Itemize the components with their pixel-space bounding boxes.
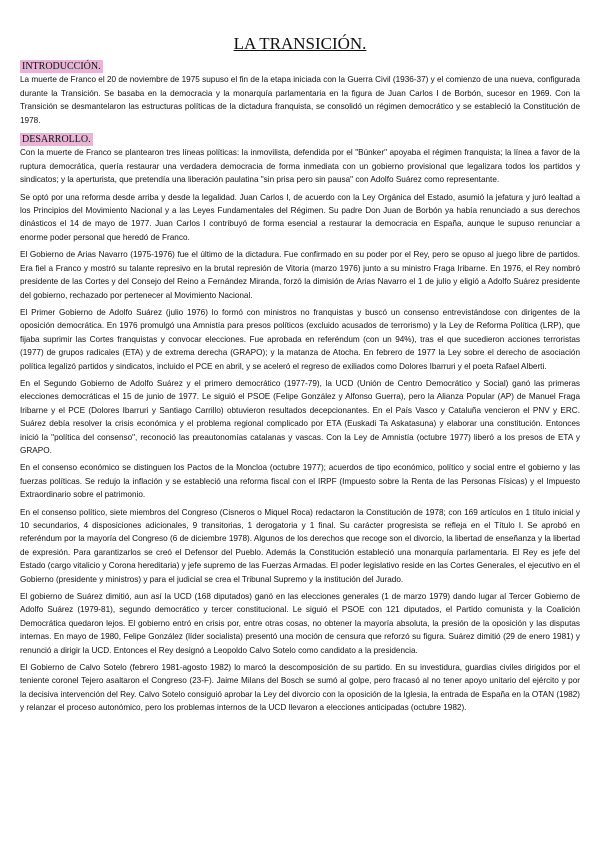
paragraph-political-lines: Con la muerte de Franco se plantearon tres líneas políticas: la inmovilista, defendida por el "Búnker" apoyaba el régimen franquista; la línea a favor de la ruptura democrática, quería restaurar una verdadera democracia de forma inmediata con un gobierno provisional que legalizara todos los partidos y sindicatos; y la aperturista, que pretendía una liberación paulatina "sin prisa pero sin pausa" con Adolfo Suárez como representante. [20,148,580,185]
paragraph-political-consensus: En el consenso político, siete miembros del Congreso (Cisneros o Miquel Roca) redactaron la Constitución de 1978; con 169 artículos en 1 título inicial y 10 secundarios, 4 disposiciones adicionales, 9 transitorias, 1 derogatoria y 1 final. Su carácter progresista se refleja en el Título I. Se aprobó en referéndum por la mayoría del Congreso (6 de diciembre 1978). Algunos de los derechos que recoge son el divorcio, la libertad de enseñanza y la libertad de expresión. Para garantizarlos se creó el Defensor del Pueblo. Además la Constitución estableció una monarquía parlamentaria. El Rey es jefe del Estado (cargo vitalicio y Corona hereditaria) y jefe supremo de las Fuerzas Armadas. El poder legislativo reside en las Cortes Generales, el ejecutivo en el Gobierno (presidente y ministros) y para el judicial se crea el Tribunal Supremo y la institución del Jurado. [20,507,580,584]
paragraph-reform: Se optó por una reforma desde arriba y desde la legalidad. Juan Carlos I, de acuerdo con la Ley Orgánica del Estado, asumió la jefatura y juró lealtad a los Principios del Movimiento Nacional y a las Leyes Fundamentales del Régimen. Su padre Don Juan de Borbón ya había renunciado a sus derechos dinásticos el 14 de mayo de 1977. Juan Carlos I contribuyó de forma esencial a restaurar la democracia en España, aunque le supuso renunciar a enorme poder personal que heredó de Franco. [20,192,580,242]
section-heading-intro: INTRODUCCIÓN. [22,61,101,72]
paragraph-arias-navarro: El Gobierno de Arias Navarro (1975-1976) fue el último de la dictadura. Fue confirmado en su poder por el Rey, pero se opuso al juego libre de partidos. Era fiel a Franco y mostró su talante represivo en la brutal represión de Vitoria (marzo 1976) junto a su ministro Fraga Iribarne. En 1976, el Rey nombró presidente de las Cortes y del Consejo del Reino a Fernández Miranda, forzó la dimisión de Arias Navarro el 1 de julio y eligió a Adolfo Suárez presidente del gobierno, rechazado por pertenecer al Movimiento Nacional. [20,250,580,300]
paragraph-third-suarez-government: El gobierno de Suárez dimitió, aun así la UCD (168 diputados) ganó en las elecciones generales (1 de marzo 1979) dando lugar al Tercer Gobierno de Adolfo Suárez (1979-81), segundo democrático y tercer constitucional. Le siguió el PSOE con 121 diputados, el Partido comunista y la Coalición Democrática quedaron lejos. El gobierno entró en crisis por, entre otras cosas, no obtener la mayoría absoluta, la presión de la oposición y las disputas internas. En mayo de 1980, Felipe González (líder socialista) presentó una moción de censura que reforzó su figura. Suárez dimitió (29 de enero 1981) y renunció a dirigir la UCD. Entonces el Rey designó a Leopoldo Calvo Sotelo como candidato a la presidencia. [20,592,580,655]
page-title: LA TRANSICIÓN. [233,34,367,53]
section-heading-development: DESARROLLO. [22,134,91,146]
paragraph-economic-consensus: En el consenso económico se distinguen los Pactos de la Moncloa (octubre 1977); acuerdos de tipo económico, político y social entre el gobierno y las fuerzas políticas. Se redujo la inflación y se estableció una reforma fiscal con el IRPF (Impuesto sobre la Renta de las Personas Físicas) y el Impuesto Extraordinario sobre el patrimonio. [20,463,580,500]
intro-paragraph: La muerte de Franco el 20 de noviembre de 1975 supuso el fin de la etapa iniciada con la Guerra Civil (1936-37) y el comienzo de una nueva, configurada durante la Transición. Se basaba en la democracia y la monarquía parlamentaria en la figura de Juan Carlos I de Borbón, sucesor en 1969. Con la Transición se desmantelaron las estructuras políticas de la dictadura franquista, se consolidó un régimen democrático y se estableció la Constitución de 1978. [20,75,580,125]
document-page [20,0,580,715]
paragraph-second-suarez-government: En el Segundo Gobierno de Adolfo Suárez y el primero democrático (1977-79), la UCD (Unión de Centro Democrático y Social) ganó las primeras elecciones democráticas el 15 de junio de 1977. Le siguió el PSOE (Felipe González y Alfonso Guerra), pero la Alianza Popular (AP) de Manuel Fraga Iribarne y el PCE (Dolores Ibarruri y Santiago Carrillo) obtuvieron resultados decepcionantes. En el País Vasco y Cataluña vencieron el PNV y ERC. Suárez debía resolver la crisis económica y el problema regional complicado por ETA (Euskadi Ta Askatasuna) y elaborar una constitución. Entonces inició la "política del consenso", reconoció las preautonomías catalanas y vascas. Con la Ley de Amnistía (octubre 1977) liberó a los presos de ETA y GRAPO. [20,378,580,455]
paragraph-first-suarez-government: El Primer Gobierno de Adolfo Suárez (julio 1976) lo formó con ministros no franquistas y buscó un consenso entrevistándose con dirigentes de la oposición democrática. En 1976 promulgó una Amnistía para presos políticos (excluido acusados de terrorismo) y la Ley de Reforma Política (LRP), que fijaba suprimir las Cortes franquistas y convocar elecciones. Fue aprobada en referéndum (con un 94%), tras el que sucedieron acciones terroristas (1977) de grupos radicales (ETA) y de extrema derecha (GRAPO); y la matanza de Atocha. En febrero de 1977 la Ley sobre el derecho de asociación política legalizó partidos y sindicatos, incluido el PCE en abril, y se aceleró el regreso de exiliados como Dolores Ibarruri y el poeta Rafael Alberti. [20,307,580,371]
paragraph-calvo-sotelo-government: El Gobierno de Calvo Sotelo (febrero 1981-agosto 1982) lo marcó la descomposición de su partido. En su investidura, guardias civiles dirigidos por el teniente coronel Tejero asaltaron el Congreso (23-F). Jaime Milans del Bosch se sumó al golpe, pero fracasó al no tener apoyo unitario del ejército y por la decisiva intervención del Rey. Calvo Sotelo consiguió aprobar la Ley del divorcio con la oposición de la Iglesia, la entrada de España en la OTAN (1982) y relanzar el proceso autonómico, pero los problemas internos de la UCD llevaron a elecciones anticipadas (octubre 1982). [20,663,580,713]
